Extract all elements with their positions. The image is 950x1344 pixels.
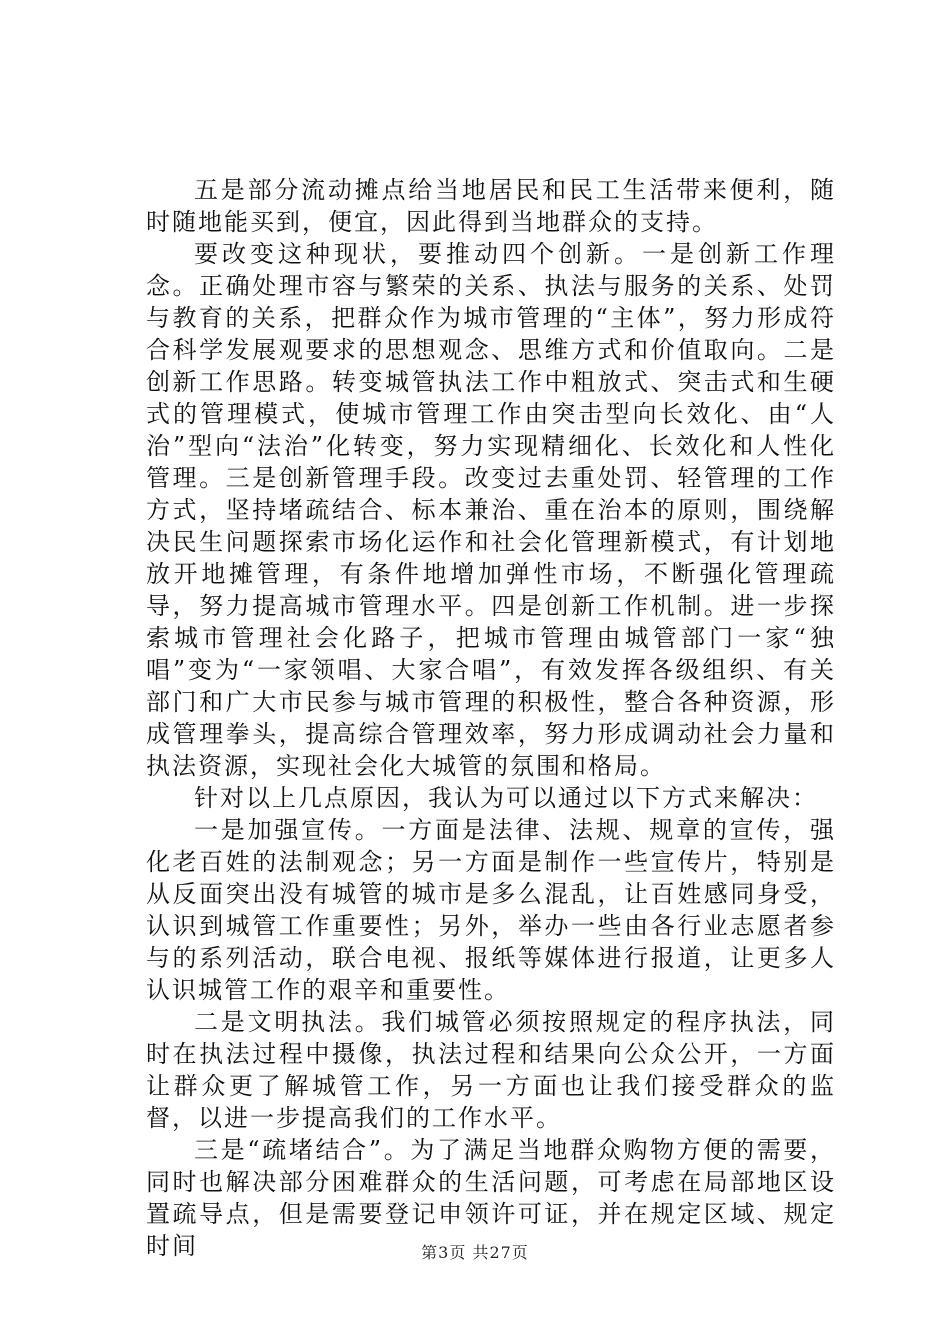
document-body — [146, 174, 836, 1262]
paragraph-4: 一是加强宣传。一方面是法律、法规、规章的宣传，强化老百姓的法制观念；另一方面是制作一些宣传片，特别是从反面突出没有城管的城市是多么混乱，让百姓感同身受，认识到城管工作重要性；另外，举办一些由各行业志愿者参与的系列活动，联合电视、报纸等媒体进行报道，让更多人认识城管工作的艰辛和重要性。 — [146, 816, 836, 1004]
page-footer: 第3页 共27页 — [421, 1243, 529, 1262]
paragraph-1: 五是部分流动摊点给当地居民和民工生活带来便利，随时随地能买到，便宜，因此得到当地群众的支持。 — [146, 176, 836, 236]
paragraph-5: 二是文明执法。我们城管必须按照规定的程序执法，同时在执法过程中摄像，执法过程和结果向公众公开，一方面让群众更了解城管工作，另一方面也让我们接受群众的监督，以进一步提高我们的工作水平。 — [146, 1008, 836, 1132]
paragraph-2: 要改变这种现状，要推动四个创新。一是创新工作理念。正确处理市容与繁荣的关系、执法与服务的关系、处罚与教育的关系，把群众作为城市管理的“主体”，努力形成符合科学发展观要求的思想观念、思维方式和价值取向。二是创新工作思路。转变城管执法工作中粗放式、突击式和生硬式的管理模式，使城市管理工作由突击型向长效化、由“人治”型向“法治”化转变，努力实现精细化、长效化和人性化管理。三是创新管理手段。改变过去重处罚、轻管理的工作方式，坚持堵疏结合、标本兼治、重在治本的原则，围绕解决民生问题探索市场化运作和社会化管理新模式，有计划地放开地摊管理，有条件地增加弹性市场，不断强化管理疏导，努力提高城市管理水平。四是创新工作机制。进一步探索城市管理社会化路子，把城市管理由城管部门一家“独唱”变为“一家领唱、大家合唱”，有效发挥各级组织、有关部门和广大市民参与城市管理的积极性，整合各种资源，形成管理拳头，提高综合管理效率，努力形成调动社会力量和执法资源，实现社会化大城管的氛围和格局。 — [146, 240, 836, 780]
paragraph-3: 针对以上几点原因，我认为可以通过以下方式来解决： — [194, 784, 818, 812]
paragraph-6: 三是“疏堵结合”。为了满足当地群众购物方便的需要，同时也解决部分困难群众的生活问题，可考虑在局部地区设置疏导点，但是需要登记申领许可证，并在规定区域、规定时间 — [146, 1136, 836, 1260]
